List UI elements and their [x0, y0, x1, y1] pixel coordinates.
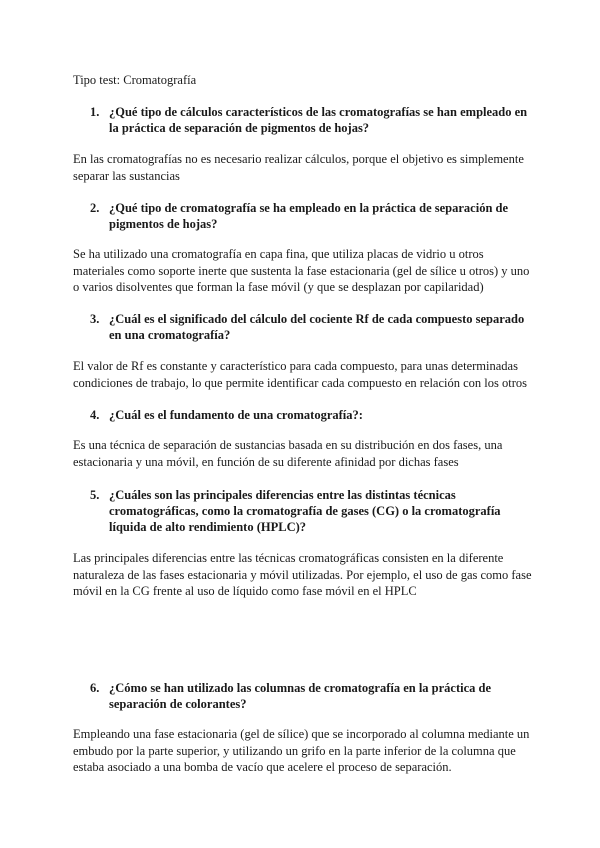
question-number: 5.: [90, 488, 100, 502]
question-4: [90, 407, 535, 423]
question-number: 2.: [90, 201, 100, 215]
answer-6: Empleando una fase estacionaria (gel de sílice) que se incorporado al columna mediante un embudo por la parte superior, y utilizando un grifo en la parte inferior de la columna que estaba asociado a una bomba de vacío que acelere el proceso de separación.: [73, 727, 530, 774]
question-text: ¿Cuál es el fundamento de una cromatografía?:: [109, 408, 363, 422]
question-6: [90, 680, 535, 712]
question-text: ¿Cuál es el significado del cálculo del cociente Rf de cada compuesto separado en una cromatografía?: [109, 312, 525, 342]
question-number: 3.: [90, 312, 100, 326]
question-3: [90, 311, 535, 343]
document-title: Tipo test: Cromatografía: [73, 73, 197, 87]
question-number: 4.: [90, 408, 100, 422]
question-text: ¿Qué tipo de cromatografía se ha empleado en la práctica de separación de pigmentos de hojas?: [109, 201, 509, 231]
answer-4: Es una técnica de separación de sustancias basada en su distribución en dos fases, una estacionaria y una móvil, en función de su diferente afinidad por dichas fases: [73, 438, 503, 469]
answer-3: El valor de Rf es constante y característico para cada compuesto, para unas determinadas condiciones de trabajo, lo que permite identificar cada compuesto en relación con los otros: [73, 359, 528, 390]
question-text: ¿Cómo se han utilizado las columnas de cromatografía en la práctica de separación de colorantes?: [109, 681, 492, 711]
answer-2: Se ha utilizado una cromatografía en capa fina, que utiliza placas de vidrio u otros materiales como soporte inerte que sustenta la fase estacionaria (gel de sílice u otros) y uno o varios disolventes que forman la fase móvil (y que se desplazan por capilaridad): [73, 247, 530, 294]
question-text: ¿Cuáles son las principales diferencias entre las distintas técnicas cromatográficas, como la cromatografía de gases (CG) o la cromatografía líquida de alto rendimiento (HPLC)?: [109, 488, 501, 534]
answer-5: Las principales diferencias entre las técnicas cromatográficas consisten en la diferente naturaleza de las fases estacionaria y móvil utilizadas. Por ejemplo, el uso de gas como fase móvil en la CG frente al uso de líquido como fase móvil en el HPLC: [73, 551, 532, 598]
question-5: [90, 487, 535, 535]
question-text: ¿Qué tipo de cálculos característicos de las cromatografías se han empleado en la práctica de separación de pigmentos de hojas?: [109, 105, 528, 135]
question-number: 6.: [90, 681, 100, 695]
question-2: [90, 200, 535, 232]
question-1: [90, 104, 535, 136]
question-number: 1.: [90, 105, 100, 119]
answer-1: En las cromatografías no es necesario realizar cálculos, porque el objetivo es simplemente separar las sustancias: [73, 152, 524, 183]
